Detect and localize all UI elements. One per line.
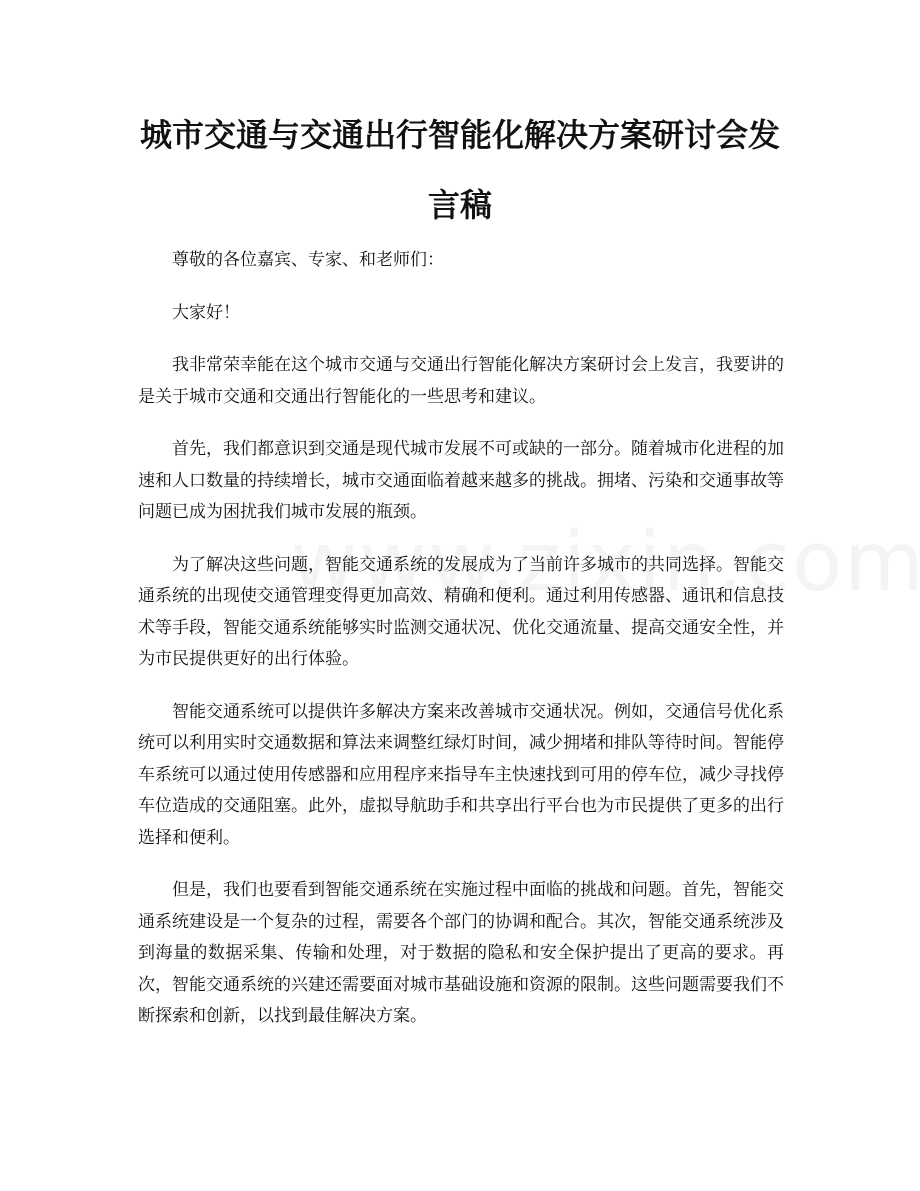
paragraph-solutions: 智能交通系统可以提供许多解决方案来改善城市交通状况。例如，交通信号优化系统可以利用实时交通数据和算法来调整红绿灯时间，减少拥堵和排队等待时间。智能停车系统可以通过使用传感器和应用程序来指导车主快速找到可用的停车位，减少寻找停车位造成的交通阻塞。此外，虚拟导航助手和共享出行平台也为市民提供了更多的出行选择和便利。 xyxy=(138,701,784,848)
paragraph-smart-traffic: 为了解决这些问题，智能交通系统的发展成为了当前许多城市的共同选择。智能交通系统的出现使交通管理变得更加高效、精确和便利。通过利用传感器、通讯和信息技术等手段，智能交通系统能够实时监测交通状况、优化交通流量、提高交通安全性，并为市民提供更好的出行体验。 xyxy=(138,554,784,669)
document-title: 城市交通与交通出行智能化解决方案研讨会发言稿 xyxy=(139,116,780,224)
paragraph-challenges: 但是，我们也要看到智能交通系统在实施过程中面临的挑战和问题。首先，智能交通系统建设是一个复杂的过程，需要各个部门的协调和配合。其次，智能交通系统涉及到海量的数据采集、传输和处理，对于数据的隐私和安全保护提出了更高的要求。再次，智能交通系统的兴建还需要面对城市基础设施和资源的限制。这些问题需要我们不断探索和创新，以找到最佳解决方案。 xyxy=(138,880,784,1026)
paragraph-background: 首先，我们都意识到交通是现代城市发展不可或缺的一部分。随着城市化进程的加速和人口数量的持续增长，城市交通面临着越来越多的挑战。拥堵、污染和交通事故等问题已成为困扰我们城市发展的瓶颈。 xyxy=(138,439,784,522)
document-body xyxy=(138,245,784,1054)
paragraph-greeting: 尊敬的各位嘉宾、专家、和老师们： xyxy=(172,250,444,270)
paragraph-intro: 我非常荣幸能在这个城市交通与交通出行智能化解决方案研讨会上发言，我要讲的是关于城市交通和交通出行智能化的一些思考和建议。 xyxy=(138,355,784,407)
paragraph-hello: 大家好！ xyxy=(172,302,240,323)
